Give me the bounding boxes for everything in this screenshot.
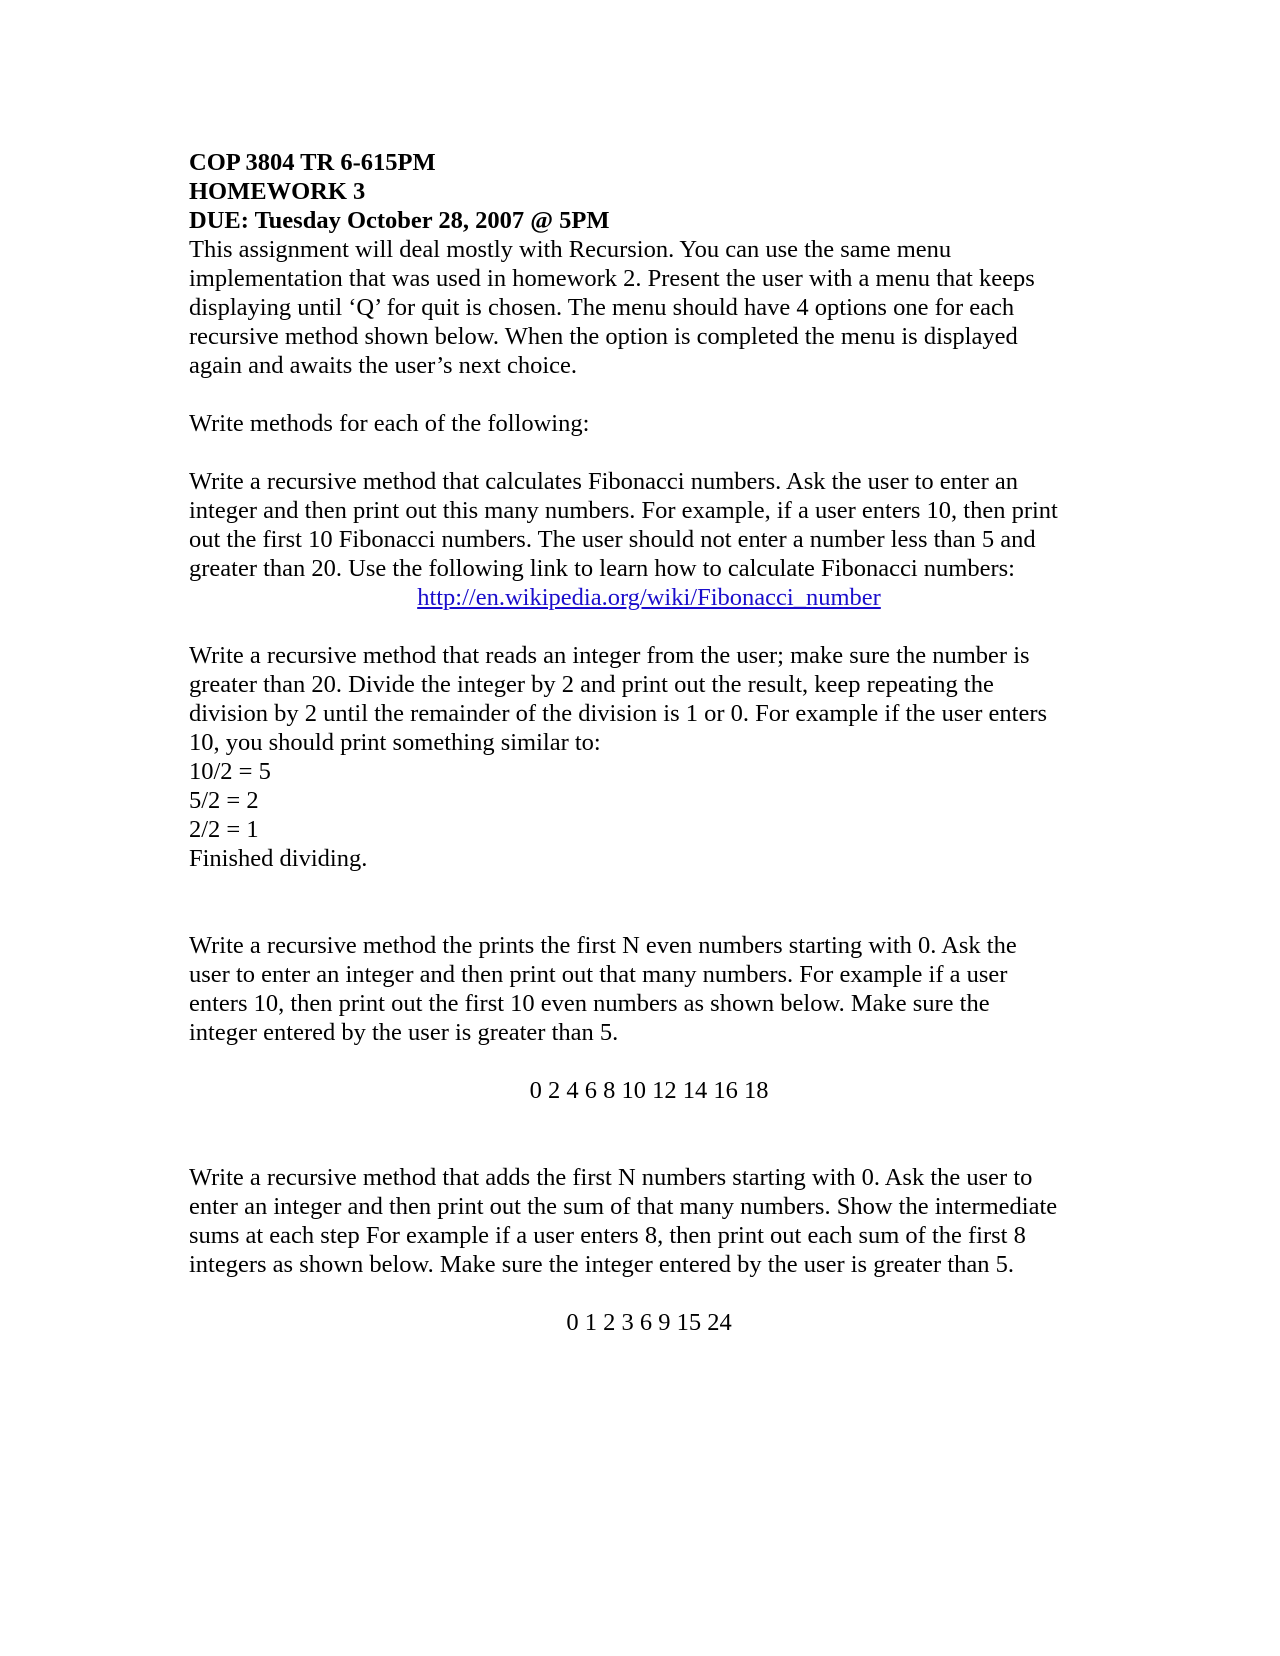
division-example: 2/2 = 1 [189, 816, 259, 843]
division-example: 5/2 = 2 [189, 787, 259, 814]
fibonacci-link[interactable]: http://en.wikipedia.org/wiki/Fibonacci_number [417, 584, 881, 611]
document-page [189, 148, 1109, 1337]
methods-heading: Write methods for each of the following: [189, 410, 590, 437]
fibonacci-line: out the first 10 Fibonacci numbers. The user should not enter a number less than 5 and [189, 526, 1036, 553]
homework-title: HOMEWORK 3 [189, 178, 366, 205]
even-line: enters 10, then print out the first 10 even numbers as shown below. Make sure the [189, 990, 990, 1017]
division-line: division by 2 until the remainder of the division is 1 or 0. For example if the user enters [189, 700, 1048, 727]
fibonacci-paragraph [189, 467, 1109, 612]
intro-line: This assignment will deal mostly with Recursion. You can use the same menu [189, 236, 952, 263]
sum-line: sums at each step For example if a user enters 8, then print out each sum of the first 8 [189, 1222, 1026, 1249]
sum-line: Write a recursive method that adds the first N numbers starting with 0. Ask the user to [189, 1164, 1033, 1191]
fibonacci-line: Write a recursive method that calculates Fibonacci numbers. Ask the user to enter an [189, 468, 1019, 495]
intro-line: implementation that was used in homework 2. Present the user with a menu that keeps [189, 265, 1035, 292]
division-line: 10, you should print something similar to: [189, 729, 601, 756]
fibonacci-line: integer and then print out this many numbers. For example, if a user enters 10, then print [189, 497, 1058, 524]
intro-line: displaying until ‘Q’ for quit is chosen. The menu should have 4 options one for each [189, 294, 1015, 321]
intro-line: again and awaits the user’s next choice. [189, 352, 578, 379]
due-date: DUE: Tuesday October 28, 2007 @ 5PM [189, 207, 610, 234]
sum-paragraph [189, 1163, 1109, 1337]
sum-sequence: 0 1 2 3 6 9 15 24 [566, 1309, 732, 1336]
even-paragraph [189, 931, 1109, 1105]
course-title: COP 3804 TR 6-615PM [189, 149, 436, 176]
intro-line: recursive method shown below. When the option is completed the menu is displayed [189, 323, 1018, 350]
division-line: Write a recursive method that reads an integer from the user; make sure the number is [189, 642, 1030, 669]
even-line: integer entered by the user is greater than 5. [189, 1019, 619, 1046]
fibonacci-line: greater than 20. Use the following link to learn how to calculate Fibonacci numbers: [189, 555, 1015, 582]
even-line: Write a recursive method the prints the first N even numbers starting with 0. Ask the [189, 932, 1017, 959]
division-finished: Finished dividing. [189, 845, 368, 872]
division-paragraph [189, 641, 1109, 873]
sum-line: enter an integer and then print out the sum of that many numbers. Show the intermediate [189, 1193, 1058, 1220]
even-sequence: 0 2 4 6 8 10 12 14 16 18 [529, 1077, 769, 1104]
even-line: user to enter an integer and then print out that many numbers. For example if a user [189, 961, 1008, 988]
sum-line: integers as shown below. Make sure the integer entered by the user is greater than 5. [189, 1251, 1015, 1278]
division-line: greater than 20. Divide the integer by 2 and print out the result, keep repeating the [189, 671, 994, 698]
division-example: 10/2 = 5 [189, 758, 271, 785]
intro-paragraph [189, 235, 1109, 380]
